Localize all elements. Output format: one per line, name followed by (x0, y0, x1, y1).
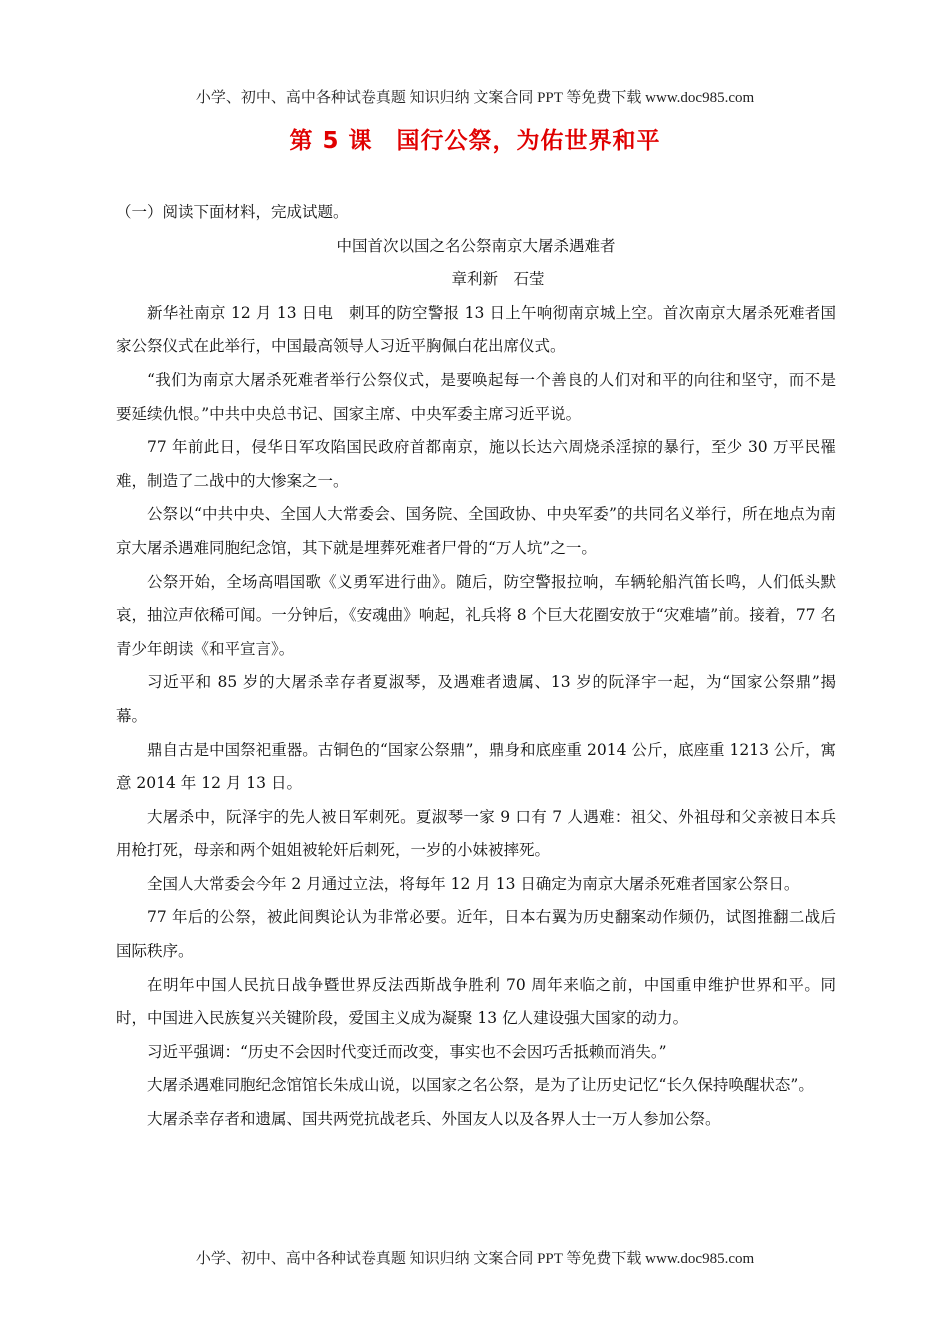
paragraph: 大屠杀遇难同胞纪念馆馆长朱成山说，以国家之名公祭，是为了让历史记忆“长久保持唤醒状态”。 (147, 1076, 814, 1095)
article-authors: 章利新 石莹 (451, 270, 545, 289)
paragraph: 鼎自古是中国祭祀重器。古铜色的“国家公祭鼎”，鼎身和底座重 2014 公斤，底座重 1213 公斤，寓意 2014 年 12 月 13 日。 (116, 740, 836, 793)
paragraph: 77 年后的公祭，被此间舆论认为非常必要。近年，日本右翼为历史翻案动作频仍，试图推翻二战后国际秩序。 (116, 908, 836, 961)
paragraph: 全国人大常委会今年 2 月通过立法，将每年 12 月 13 日确定为南京大屠杀死难者国家公祭日。 (147, 874, 800, 893)
paragraph: 习近平和 85 岁的大屠杀幸存者夏淑琴，及遇难者遗属、13 岁的阮泽宇一起，为“国家公祭鼎”揭幕。 (116, 673, 836, 725)
page-header: 小学、初中、高中各种试卷真题 知识归纳 文案合同 PPT 等免费下载 www.doc985.com (195, 90, 755, 106)
paragraph: 大屠杀幸存者和遗属、国共两党抗战老兵、外国友人以及各界人士一万人参加公祭。 (147, 1110, 721, 1129)
section-heading: （一）阅读下面材料，完成试题。 (116, 203, 349, 221)
paragraph: 习近平强调：“历史不会因时代变迁而改变，事实也不会因巧舌抵赖而消失。” (147, 1042, 667, 1061)
paragraph: 新华社南京 12 月 13 日电 刺耳的防空警报 13 日上午响彻南京城上空。首次南京大屠杀死难者国家公祭仪式在此举行，中国最高领导人习近平胸佩白花出席仪式。 (116, 303, 836, 356)
document-body (116, 196, 836, 1137)
lesson-title: 第 5 课 国行公祭，为佑世界和平 (289, 128, 661, 154)
paragraph: 在明年中国人民抗日战争暨世界反法西斯战争胜利 70 周年来临之前，中国重申维护世界和平。同时，中国进入民族复兴关键阶段，爱国主义成为凝聚 13 亿人建设强大国家的动力。 (116, 975, 836, 1028)
paragraph: 公祭以“中共中央、全国人大常委会、国务院、全国政协、中央军委”的共同名义举行，所在地点为南京大屠杀遇难同胞纪念馆，其下就是埋葬死难者尸骨的“万人坑”之一。 (116, 505, 836, 557)
paragraph: “我们为南京大屠杀死难者举行公祭仪式，是要唤起每一个善良的人们对和平的向往和坚守，而不是要延续仇恨。”中共中央总书记、国家主席、中央军委主席习近平说。 (116, 370, 836, 423)
paragraph: 大屠杀中，阮泽宇的先人被日军刺死。夏淑琴一家 9 口有 7 人遇难：祖父、外祖母和父亲被日本兵用枪打死，母亲和两个姐姐被轮奸后刺死，一岁的小妹被摔死。 (116, 807, 836, 860)
paragraph: 公祭开始，全场高唱国歌《义勇军进行曲》。随后，防空警报拉响，车辆轮船汽笛长鸣，人们低头默哀，抽泣声依稀可闻。一分钟后，《安魂曲》响起，礼兵将 8 个巨大花圈安放于“灾难墙”前。接着，77 名青少年朗读《和平宣言》。 (116, 572, 836, 658)
page-footer: 小学、初中、高中各种试卷真题 知识归纳 文案合同 PPT 等免费下载 www.doc985.com (195, 1251, 755, 1267)
article-title: 中国首次以国之名公祭南京大屠杀遇难者 (336, 236, 616, 255)
paragraph: 77 年前此日，侵华日军攻陷国民政府首都南京，施以长达六周烧杀淫掠的暴行，至少 30 万平民罹难，制造了二战中的大惨案之一。 (116, 438, 836, 490)
